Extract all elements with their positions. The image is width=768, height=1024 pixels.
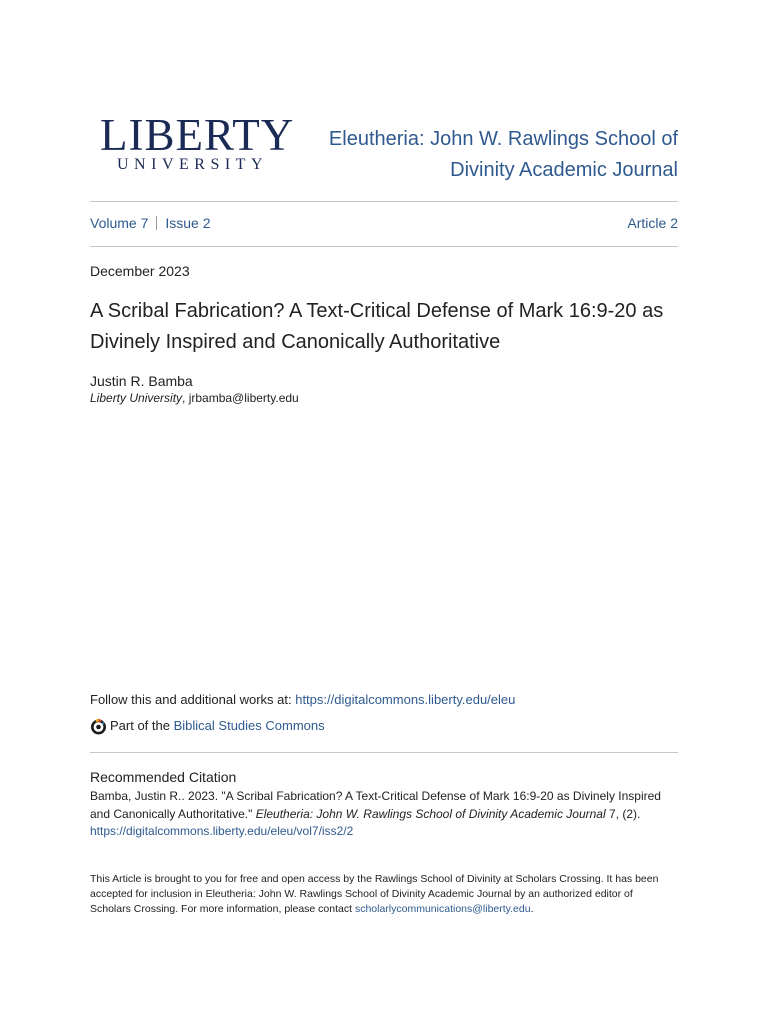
issue-bar <box>90 213 678 233</box>
issue-link[interactable]: Issue 2 <box>165 215 211 231</box>
publication-date: December 2023 <box>90 263 190 279</box>
notice-text: This Article is brought to you for free and open access by the Rawlings School of Divinity at Scholars Crossing. It has been accepted for inclusion in Eleutheria: John W. Rawlings School of Divinity Academic Journal by an authorized editor of Scholars Crossing. For more information, please contact <box>90 873 659 915</box>
issue-separator <box>156 216 157 230</box>
author-affiliation <box>90 390 299 406</box>
citation-divider <box>90 752 678 753</box>
cover-header <box>90 112 678 192</box>
journal-title-link[interactable]: Eleutheria: John W. Rawlings School of Divinity Academic Journal <box>328 128 678 181</box>
header-divider <box>90 201 678 202</box>
author-email: , jrbamba@liberty.edu <box>182 391 299 405</box>
recommended-citation <box>90 788 682 841</box>
biblical-studies-commons-link[interactable]: Biblical Studies Commons <box>173 718 325 733</box>
partof-label: Part of the <box>110 718 170 733</box>
digital-commons-network-icon <box>90 718 107 735</box>
contact-email-link[interactable]: scholarlycommunications@liberty.edu <box>354 903 531 915</box>
collection-link[interactable]: https://digitalcommons.liberty.edu/eleu <box>295 692 516 707</box>
recommended-citation-heading: Recommended Citation <box>90 769 237 785</box>
notice-end: . <box>530 903 534 915</box>
author-name: Justin R. Bamba <box>90 373 193 389</box>
volume-link[interactable]: Volume 7 <box>90 215 149 231</box>
follow-label: Follow this and additional works at: <box>90 692 296 707</box>
logo-wordmark: LIBERTY <box>100 110 295 160</box>
article-title: A Scribal Fabrication? A Text-Critical Defense of Mark 16:9-20 as Divinely Inspired and Canonically Authoritative <box>90 300 664 353</box>
access-notice <box>90 872 670 917</box>
affiliation-name: Liberty University <box>90 391 183 405</box>
follow-line <box>90 691 515 709</box>
citation-journal: Eleutheria: John W. Rawlings School of Divinity Academic Journal <box>255 806 606 821</box>
article-link[interactable]: Article 2 <box>627 215 678 231</box>
citation-text: Bamba, Justin R.. 2023. "A Scribal Fabrication? A Text-Critical Defense of Mark 16:9-20 as Divinely Inspired and Canonically Authoritative." <box>90 789 661 821</box>
partof-line <box>90 716 325 736</box>
issue-divider <box>90 246 678 247</box>
logo-subtitle: UNIVERSITY <box>117 156 268 173</box>
citation-volume: 7, (2). <box>605 806 641 821</box>
liberty-university-logo[interactable] <box>100 110 295 174</box>
citation-url-link[interactable]: https://digitalcommons.liberty.edu/eleu/vol7/iss2/2 <box>90 824 354 838</box>
